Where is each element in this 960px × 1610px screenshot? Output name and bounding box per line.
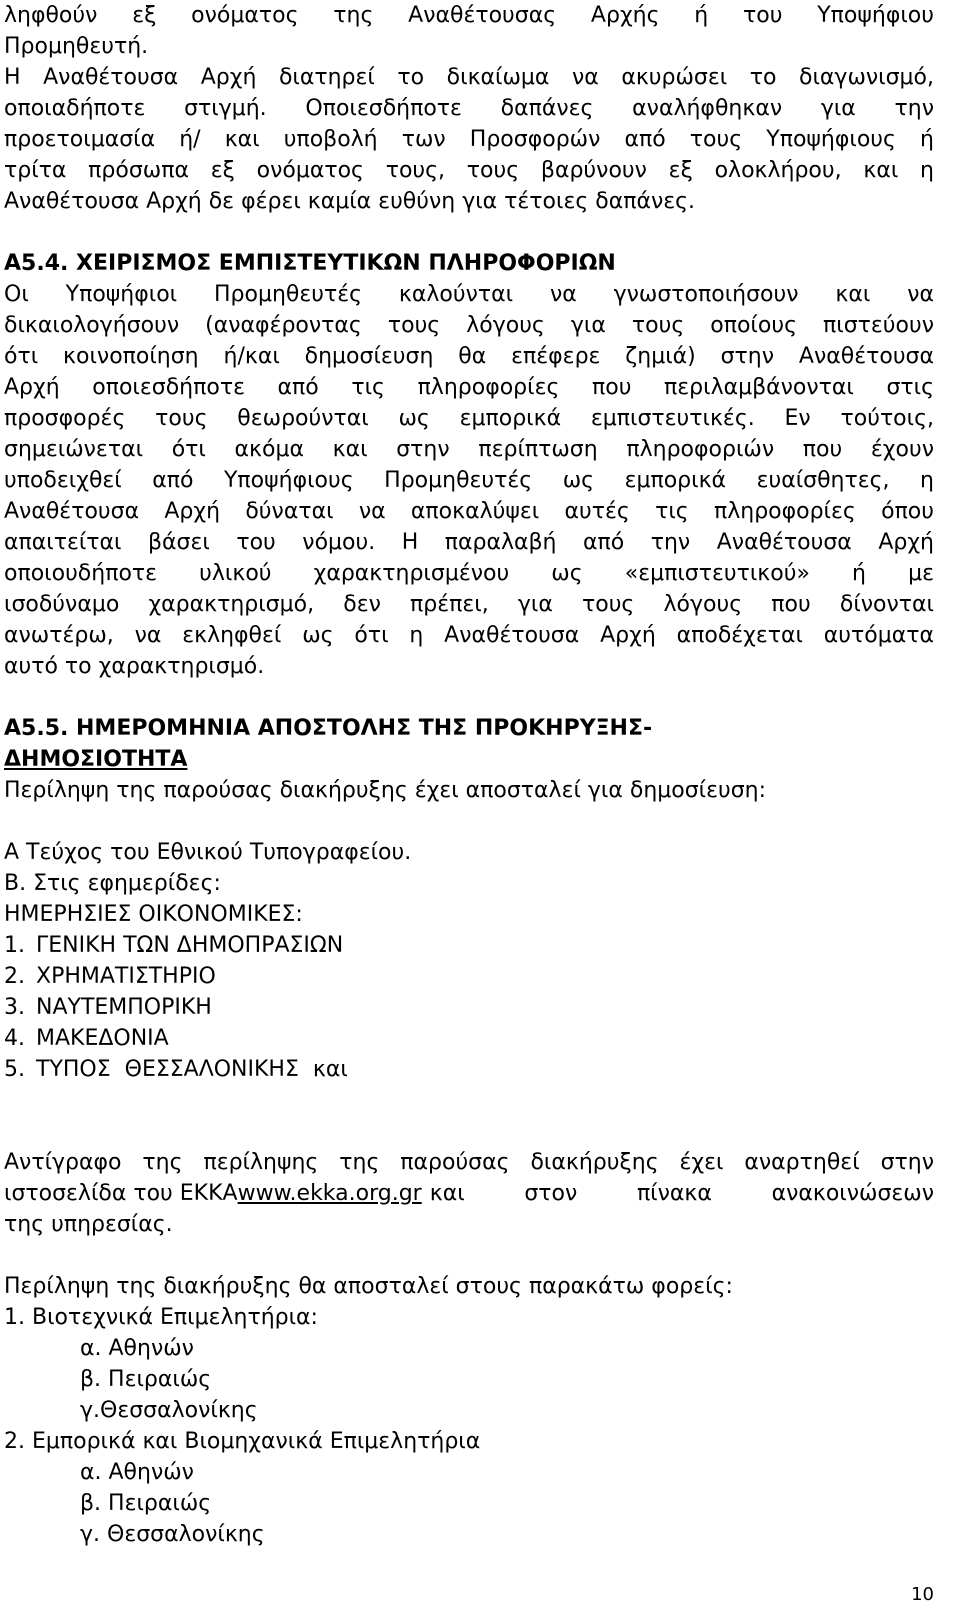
- section-heading: Α5.5. ΗΜΕΡΟΜΗΝΙΑ ΑΠΟΣΤΟΛΗΣ ΤΗΣ ΠΡΟΚΗΡΥΞΗΣ-: [4, 716, 653, 741]
- spacer: [4, 1085, 934, 1147]
- spacer: [4, 217, 934, 248]
- text-line: ανωτέρω, να εκληφθεί ως ότι η Αναθέτουσα Αρχή αποδέχεται αυτόματα: [4, 623, 934, 648]
- ekka-website-link[interactable]: www.ekka.org.gr: [237, 1181, 422, 1206]
- text-line: Αναθέτουσα Αρχή δε φέρει καμία ευθύνη για τέτοιες δαπάνες.: [4, 189, 696, 214]
- document-page: [4, 0, 934, 1550]
- top-paragraph: [4, 0, 934, 217]
- text-line: Οι Υποψήφιοι Προμηθευτές καλούνται να γνωστοποιήσουν και να: [4, 282, 934, 307]
- list-item: 2. ΧΡΗΜΑΤΙΣΤΗΡΙΟ: [4, 964, 216, 989]
- section-a54: [4, 248, 934, 682]
- spacer: [4, 1240, 934, 1271]
- text-line: αυτό το χαρακτηρισμό.: [4, 654, 265, 679]
- text-line: υποδειχθεί από Υποψήφιους Προμηθευτές ως εμπορικά ευαίσθητες, η: [4, 468, 934, 493]
- text-line: Αντίγραφο της περίληψης της παρούσας διακήρυξης έχει αναρτηθεί στην: [4, 1150, 934, 1175]
- text-line: απαιτείται βάσει του νόμου. Η παραλαβή από την Αναθέτουσα Αρχή: [4, 530, 934, 555]
- list-item: β. Πειραιώς: [80, 1491, 212, 1516]
- text-line: οποιουδήποτε υλικού χαρακτηρισμένου ως «εμπιστευτικού» ή με: [4, 561, 934, 586]
- text-line: σημειώνεται ότι ακόμα και στην περίπτωση πληροφοριών που έχουν: [4, 437, 934, 462]
- text-line: ληφθούν εξ ονόματος της Αναθέτουσας Αρχής ή του Υποψήφιου: [4, 3, 934, 28]
- section-heading-continued: [4, 744, 934, 775]
- text-line: 2. Εμπορικά και Βιομηχανικά Επιμελητήρια: [4, 1429, 481, 1454]
- text-line: Περίληψη της παρούσας διακήρυξης έχει αποσταλεί για δημοσίευση:: [4, 778, 767, 803]
- text-line: ισοδύναμο χαρακτηρισμό, δεν πρέπει, για τους λόγους που δίνονται: [4, 592, 934, 617]
- text-line: τρίτα πρόσωπα εξ ονόματος τους, τους βαρύνουν εξ ολοκλήρου, και η: [4, 158, 934, 183]
- text-line: Προμηθευτή.: [4, 34, 149, 59]
- text-line: Η Αναθέτουσα Αρχή διατηρεί το δικαίωμα να ακυρώσει το διαγωνισμό,: [4, 65, 934, 90]
- text-line: Β. Στις εφημερίδες:: [4, 871, 221, 896]
- text-line: προσφορές τους θεωρούνται ως εμπορικά εμπιστευτικές. Εν τούτοις,: [4, 406, 934, 431]
- text-line: Περίληψη της διακήρυξης θα αποσταλεί στους παρακάτω φορείς:: [4, 1274, 733, 1299]
- spacer: [4, 682, 934, 713]
- text-line: ΗΜΕΡΗΣΙΕΣ ΟΙΚΟΝΟΜΙΚΕΣ:: [4, 902, 303, 927]
- section-a55: [4, 713, 934, 1550]
- text-line: ότι κοινοποίηση ή/και δημοσίευση θα επέφερε ζημιά) στην Αναθέτουσα: [4, 344, 934, 369]
- newspaper-list: [4, 930, 934, 1085]
- text-line: Αναθέτουσα Αρχή δύναται να αποκαλύψει αυτές τις πληροφορίες όπου: [4, 499, 934, 524]
- list-item: α. Αθηνών: [80, 1460, 194, 1485]
- list-item: γ.Θεσσαλονίκης: [80, 1398, 258, 1423]
- text-line: οποιαδήποτε στιγμή. Οποιεσδήποτε δαπάνες αναλήφθηκαν για την: [4, 96, 934, 121]
- page-number: 10: [911, 1584, 934, 1605]
- list-item: β. Πειραιώς: [80, 1367, 212, 1392]
- text-line: Α Τεύχος του Εθνικού Τυπογραφείου.: [4, 840, 412, 865]
- text-line: δικαιολογήσουν (αναφέροντας τους λόγους για τους οποίους πιστεύουν: [4, 313, 934, 338]
- list-item: 3. ΝΑΥΤΕΜΠΟΡΙΚΗ: [4, 995, 212, 1020]
- section-heading: Α5.4. ΧΕΙΡΙΣΜΟΣ ΕΜΠΙΣΤΕΥΤΙΚΩΝ ΠΛΗΡΟΦΟΡΙΩΝ: [4, 251, 616, 276]
- underlined-heading-text: ΔΗΜΟΣΙΟΤΗΤΑ: [4, 747, 188, 772]
- text-line: προετοιμασία ή/ και υποβολή των Προσφορών από τους Υποψήφιους ή: [4, 127, 934, 152]
- text-line: Αρχή οποιεσδήποτε από τις πληροφορίες που περιλαμβάνονται στις: [4, 375, 934, 400]
- text-line: της υπηρεσίας.: [4, 1212, 173, 1237]
- text-line: 1. Βιοτεχνικά Επιμελητήρια:: [4, 1305, 318, 1330]
- list-item: 5. ΤΥΠΟΣ ΘΕΣΣΑΛΟΝΙΚΗΣ και: [4, 1057, 348, 1082]
- list-item: 4. ΜΑΚΕΔΟΝΙΑ: [4, 1026, 169, 1051]
- spacer: [4, 806, 934, 837]
- text-line-with-link: ιστοσελίδα του ΕΚΚΑ www.ekka.org.gr και στον πίνακα ανακοινώσεων: [4, 1178, 934, 1209]
- list-item: 1. ΓΕΝΙΚΗ ΤΩΝ ΔΗΜΟΠΡΑΣΙΩΝ: [4, 933, 344, 958]
- text-line-tail: και στον πίνακα ανακοινώσεων: [429, 1181, 934, 1206]
- list-item: α. Αθηνών: [80, 1336, 194, 1361]
- list-item: γ. Θεσσαλονίκης: [80, 1522, 265, 1547]
